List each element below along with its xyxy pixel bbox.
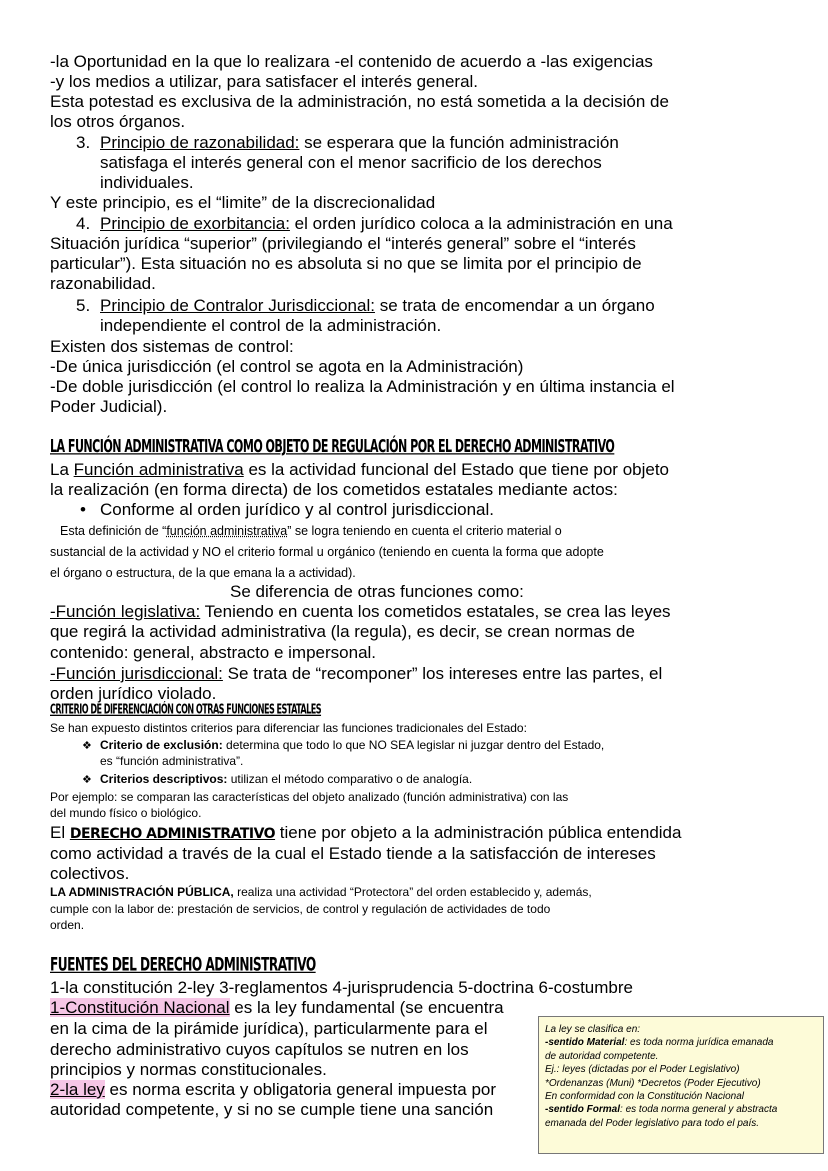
text-line: Esta potestad es exclusiva de la administración, no está sometida a la decisión de: [50, 92, 669, 111]
text-line: es “función administrativa”.: [100, 754, 244, 768]
text-line: Situación jurídica “superior” (privilegiando el “interés general” sobre el “interés: [50, 234, 636, 253]
criterion-2: ❖ Criterios descriptivos: utilizan el método comparativo o de analogía.: [82, 772, 473, 786]
diamond-bullet-icon: ❖: [82, 740, 92, 752]
text-line: Existen dos sistemas de control:: [50, 337, 294, 356]
text-line: como actividad a través de la cual el Estado tiende a la satisfacción de intereses: [50, 844, 656, 863]
criterion-1: ❖ Criterio de exclusión: determina que todo lo que NO SEA legislar ni juzgar dentro del Estado,: [82, 738, 605, 752]
term-funcion-legislativa: -Función legislativa:: [50, 602, 201, 621]
principle-5-title: Principio de Contralor Jurisdiccional:: [100, 296, 375, 315]
diamond-bullet-icon: ❖: [82, 774, 92, 786]
text-line: razonabilidad.: [50, 274, 156, 293]
principle-4-title: Principio de exorbitancia:: [100, 214, 290, 233]
text-line: los otros órganos.: [50, 112, 186, 131]
text-line: independiente el control de la administración.: [100, 316, 442, 335]
text-line: orden jurídico violado.: [50, 684, 217, 703]
text-line: -Función legislativa: Teniendo en cuenta los cometidos estatales, se crea las leyes: [50, 602, 671, 621]
text-line: que regirá la actividad administrativa (la regula), es decir, se crean normas de: [50, 622, 635, 641]
text-line: Se diferencia de otras funciones como:: [230, 582, 524, 601]
text-line: la realización (en forma directa) de los cometidos estatales mediante actos:: [50, 480, 618, 499]
text-line: LA ADMINISTRACIÓN PÚBLICA, realiza una actividad “Protectora” del orden establecido y, además,: [50, 885, 592, 899]
principle-3-title: Principio de razonabilidad:: [100, 133, 300, 152]
term-funcion-jurisdiccional: -Función jurisdiccional:: [50, 664, 223, 683]
term-la-ley: 2-la ley: [50, 1080, 105, 1099]
text-line: orden.: [50, 918, 85, 932]
text-line: autoridad competente, y si no se cumple tiene una sanción: [50, 1100, 494, 1119]
section-heading: LA FUNCIÓN ADMINISTRATIVA COMO OBJETO DE REGULACIÓN POR EL DERECHO ADMINISTRATIVO: [50, 437, 615, 457]
text-line: Y este principio, es el “limite” de la discrecionalidad: [50, 193, 436, 212]
text-line: principios y normas constitucionales.: [50, 1060, 327, 1079]
text-line: en la cima de la pirámide jurídica), particularmente para el: [50, 1019, 488, 1038]
text-line: -la Oportunidad en la que lo realizara -el contenido de acuerdo a -las exigencias: [50, 52, 653, 71]
term-funcion-administrativa: Función administrativa: [73, 460, 244, 479]
text-line: el órgano o estructura, de la que emana la a actividad).: [50, 566, 356, 580]
text-line: derecho administrativo cuyos capítulos se nutren en los: [50, 1040, 469, 1059]
principle-3: 3. Principio de razonabilidad: se esperara que la función administración: [76, 133, 619, 152]
text-line: 2-la ley es norma escrita y obligatoria general impuesta por: [50, 1080, 497, 1099]
text-line: individuales.: [100, 173, 194, 192]
section-heading: CRITERIO DE DIFERENCIACIÓN CON OTRAS FUNCIONES ESTATALES: [50, 703, 322, 718]
text-line: sustancial de la actividad y NO el criterio formal u orgánico (teniendo en cuenta la forma que adopte: [50, 545, 604, 559]
sticky-note: La ley se clasifica en: -sentido Material: es toda norma jurídica emanada de autoridad competente. Ej.: leyes (dictadas por el Poder Legislativo) *Ordenanzas (Muni) *Decretos (Poder Ejecutivo) En conformidad con la Constitución Nacional -sentido Formal: es toda norma general y abstracta emanada del Poder legislativo para todo el país.: [538, 1016, 824, 1154]
text-line: -De única jurisdicción (el control se agota en la Administración): [50, 357, 524, 376]
text-line: 1-Constitución Nacional es la ley fundamental (se encuentra: [50, 998, 504, 1017]
text-line: cumple con la labor de: prestación de servicios, de control y regulación de actividades de todo: [50, 902, 551, 916]
text-line: particular”). Esta situación no es absoluta si no que se limita por el principio de: [50, 254, 642, 273]
text-line: El DERECHO ADMINISTRATIVO tiene por objeto a la administración pública entendida: [50, 823, 682, 842]
text-line: -y los medios a utilizar, para satisfacer el interés general.: [50, 72, 479, 91]
text-line: Esta definición de “función administrativa” se logra teniendo en cuenta el criterio material o: [60, 524, 562, 538]
text-line: Por ejemplo: se comparan las características del objeto analizado (función administrativa) con las: [50, 790, 569, 804]
text-line: satisfaga el interés general con el menor sacrificio de los derechos: [100, 153, 602, 172]
text-line: 1-la constitución 2-ley 3-reglamentos 4-jurisprudencia 5-doctrina 6-costumbre: [50, 978, 633, 997]
bullet-item: • Conforme al orden jurídico y al control jurisdiccional.: [80, 500, 495, 519]
text-line: -Función jurisdiccional: Se trata de “recomponer” los intereses entre las partes, el: [50, 664, 663, 683]
text-line: contenido: general, abstracto e impersonal.: [50, 643, 377, 662]
section-heading: FUENTES DEL DERECHO ADMINISTRATIVO: [50, 953, 316, 976]
text-line: -De doble jurisdicción (el control lo realiza la Administración y en última instancia el: [50, 377, 675, 396]
text-line: del mundo físico o biológico.: [50, 806, 202, 820]
term-constitucion-nacional: 1-Constitución Nacional: [50, 998, 230, 1017]
bullet-icon: •: [80, 500, 86, 519]
text-line: Poder Judicial).: [50, 397, 168, 416]
principle-4: 4. Principio de exorbitancia: el orden jurídico coloca a la administración en una: [76, 214, 673, 233]
text-line: colectivos.: [50, 864, 130, 883]
principle-5: 5. Principio de Contralor Jurisdiccional: se trata de encomendar a un órgano: [76, 296, 655, 315]
term-derecho-administrativo: DERECHO ADMINISTRATIVO: [69, 826, 276, 842]
text-line: Se han expuesto distintos criterios para diferenciar las funciones tradicionales del Estado:: [50, 721, 527, 735]
text-line: La Función administrativa es la actividad funcional del Estado que tiene por objeto: [50, 460, 670, 479]
